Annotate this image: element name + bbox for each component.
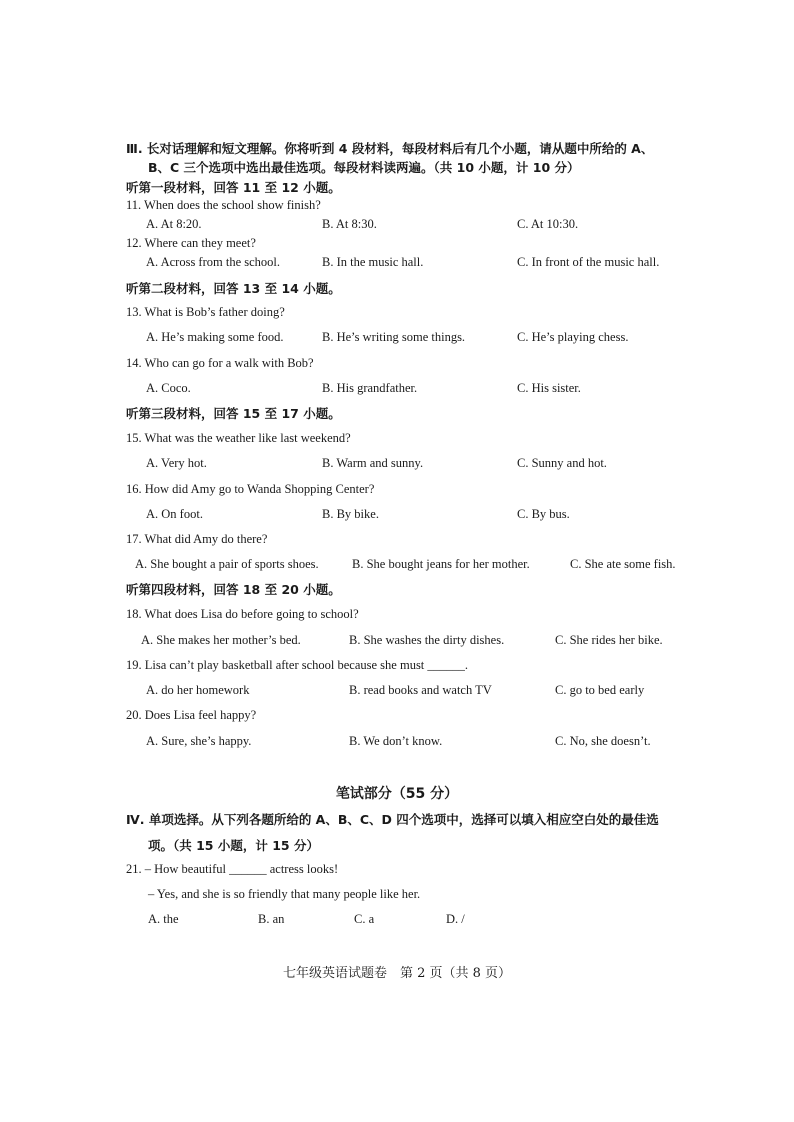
- question-18-option-a: A. She makes her mother’s bed.: [141, 633, 301, 647]
- section-3-heading-cont: B、C 三个选项中选出最佳选项。每段材料读两遍。（共 10 小题，计 10 分）: [148, 160, 580, 175]
- section-4-heading-cont: 项。（共 15 小题，计 15 分）: [148, 838, 319, 853]
- question-12-option-c: C. In front of the music hall.: [517, 255, 660, 269]
- question-12-option-a: A. Across from the school.: [146, 255, 281, 269]
- written-part-title: 笔试部分（55 分）: [335, 786, 459, 802]
- passage-3-label: 听第三段材料，回答 15 至 17 小题。: [126, 406, 341, 421]
- question-15-option-a: A. Very hot.: [146, 456, 207, 470]
- question-21-line-2: – Yes, and she is so friendly that many people like her.: [148, 887, 421, 901]
- question-17-option-b: B. She bought jeans for her mother.: [352, 557, 530, 571]
- question-14-stem: 14. Who can go for a walk with Bob?: [126, 356, 314, 370]
- question-18-option-b: B. She washes the dirty dishes.: [349, 633, 505, 647]
- question-17-option-c: C. She ate some fish.: [570, 557, 676, 571]
- question-18-option-c: C. She rides her bike.: [555, 633, 663, 647]
- section-3-heading: Ⅲ. 长对话理解和短文理解。你将听到 4 段材料，每段材料后有几个小题，请从题中所给的 A、: [126, 141, 654, 156]
- page-footer: 七年级英语试题卷 第 2 页（共 8 页）: [282, 966, 512, 981]
- question-14-option-c: C. His sister.: [517, 381, 581, 395]
- passage-2-label: 听第二段材料，回答 13 至 14 小题。: [126, 281, 341, 296]
- question-16-option-c: C. By bus.: [517, 507, 570, 521]
- question-12-stem: 12. Where can they meet?: [126, 236, 256, 250]
- question-16-option-b: B. By bike.: [322, 507, 379, 521]
- question-11-stem: 11. When does the school show finish?: [126, 198, 321, 212]
- question-14-option-b: B. His grandfather.: [322, 381, 418, 395]
- question-17-option-a: A. She bought a pair of sports shoes.: [135, 557, 319, 571]
- question-11-option-c: C. At 10:30.: [517, 217, 579, 231]
- question-21-option-c: C. a: [354, 912, 375, 926]
- question-13-option-b: B. He’s writing some things.: [322, 330, 466, 344]
- question-18-stem: 18. What does Lisa do before going to school?: [126, 607, 359, 621]
- question-20-stem: 20. Does Lisa feel happy?: [126, 708, 257, 722]
- section-4-heading: Ⅳ. 单项选择。从下列各题所给的 A、B、C、D 四个选项中，选择可以填入相应空白处的最佳选: [126, 812, 659, 827]
- question-21-line-1: 21. – How beautiful ______ actress looks!: [126, 862, 339, 876]
- question-21-option-a: A. the: [148, 912, 179, 926]
- question-11-option-a: A. At 8:20.: [146, 217, 202, 231]
- question-13-option-a: A. He’s making some food.: [146, 330, 284, 344]
- question-19-option-b: B. read books and watch TV: [349, 683, 492, 697]
- question-14-option-a: A. Coco.: [146, 381, 191, 395]
- question-20-option-b: B. We don’t know.: [349, 734, 443, 748]
- question-21-option-b: B. an: [258, 912, 285, 926]
- question-16-option-a: A. On foot.: [146, 507, 203, 521]
- question-19-option-c: C. go to bed early: [555, 683, 645, 697]
- question-13-option-c: C. He’s playing chess.: [517, 330, 629, 344]
- passage-1-label: 听第一段材料，回答 11 至 12 小题。: [126, 180, 341, 195]
- question-15-option-b: B. Warm and sunny.: [322, 456, 424, 470]
- question-15-option-c: C. Sunny and hot.: [517, 456, 607, 470]
- question-15-stem: 15. What was the weather like last weekend?: [126, 431, 351, 445]
- question-12-option-b: B. In the music hall.: [322, 255, 424, 269]
- question-20-option-c: C. No, she doesn’t.: [555, 734, 651, 748]
- question-19-stem: 19. Lisa can’t play basketball after school because she must ______.: [126, 658, 469, 672]
- question-17-stem: 17. What did Amy do there?: [126, 532, 268, 546]
- question-11-option-b: B. At 8:30.: [322, 217, 377, 231]
- question-19-option-a: A. do her homework: [146, 683, 250, 697]
- question-13-stem: 13. What is Bob’s father doing?: [126, 305, 285, 319]
- question-21-option-d: D. /: [446, 912, 465, 926]
- question-16-stem: 16. How did Amy go to Wanda Shopping Center?: [126, 482, 375, 496]
- passage-4-label: 听第四段材料，回答 18 至 20 小题。: [126, 582, 341, 597]
- question-20-option-a: A. Sure, she’s happy.: [146, 734, 252, 748]
